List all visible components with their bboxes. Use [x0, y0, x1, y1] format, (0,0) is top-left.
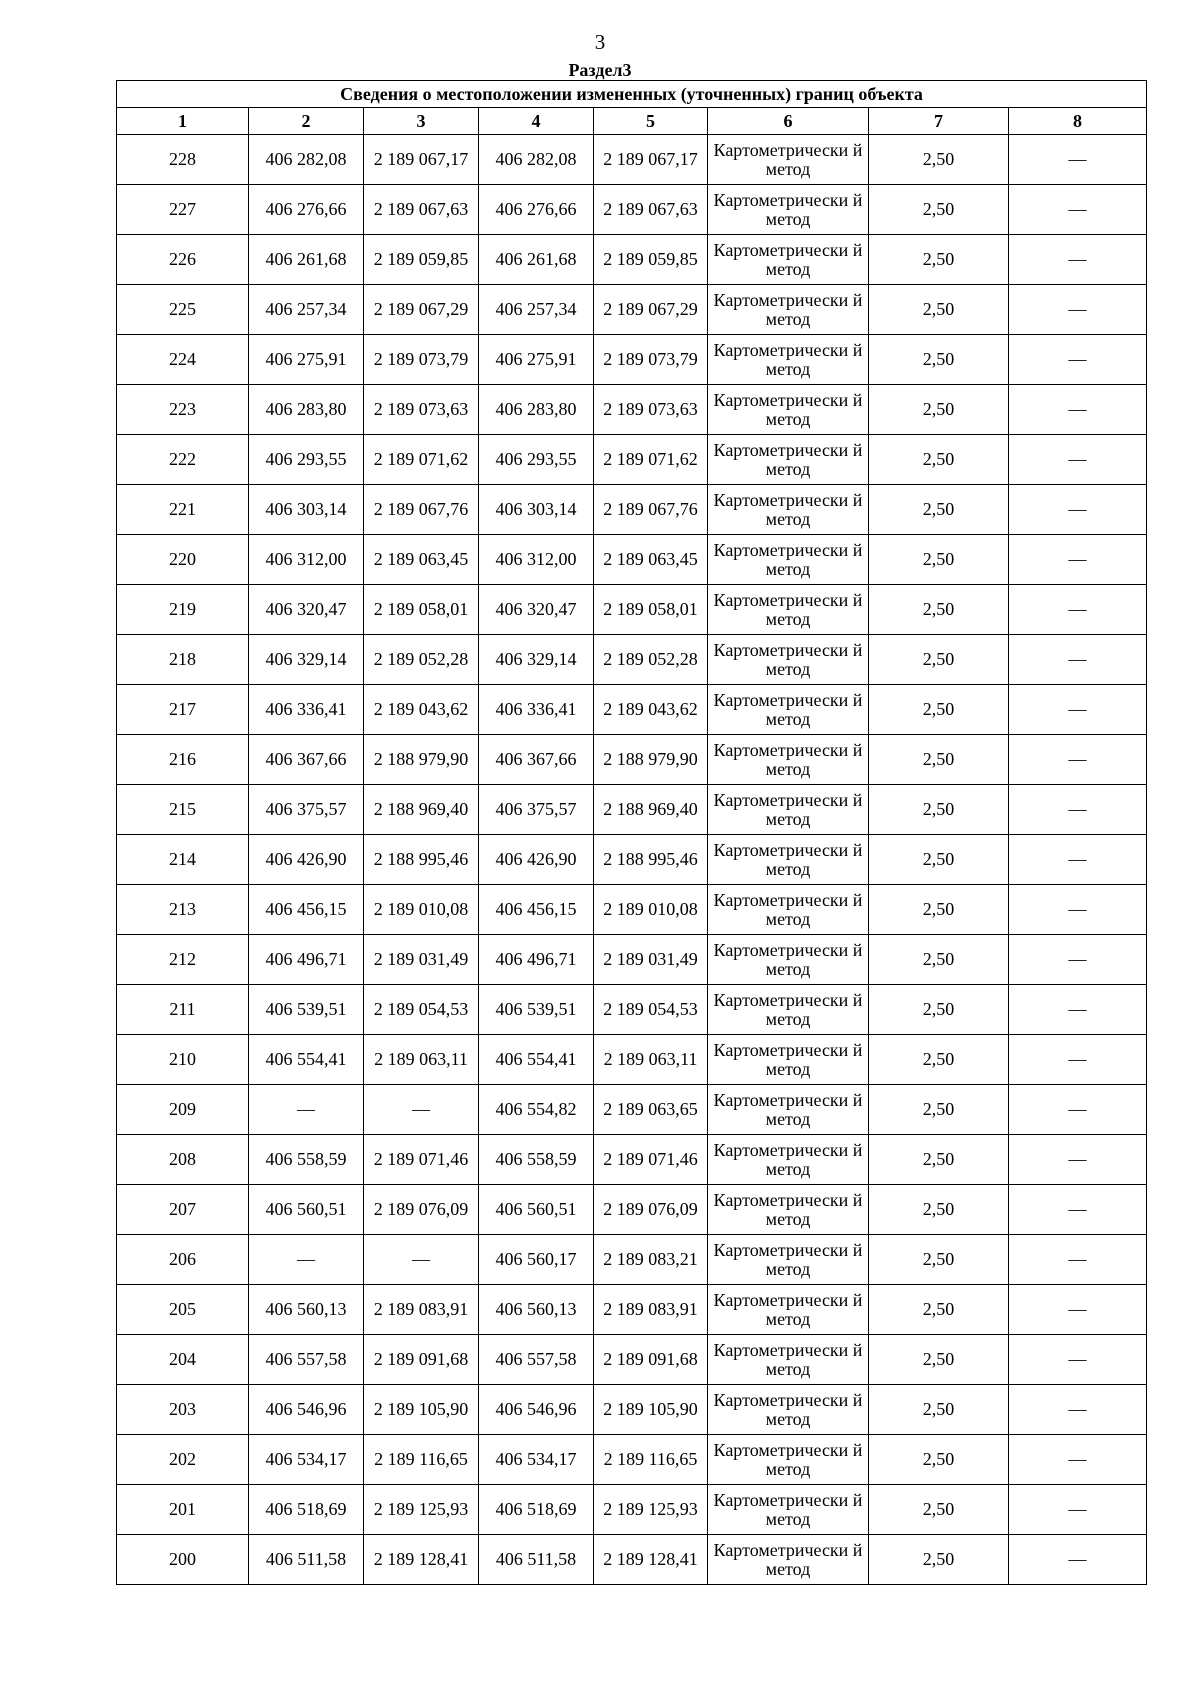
method-cell: Картометрически й метод — [708, 585, 869, 635]
description-cell: — — [1009, 785, 1147, 835]
accuracy-cell: 2,50 — [869, 1235, 1009, 1285]
x-old-cell: 406 283,80 — [249, 385, 364, 435]
table-row — [117, 685, 1147, 735]
x-old-cell: 406 276,66 — [249, 185, 364, 235]
description-cell: — — [1009, 1085, 1147, 1135]
point-number-cell: 218 — [117, 635, 249, 685]
description-cell: — — [1009, 1185, 1147, 1235]
point-number-cell: 203 — [117, 1385, 249, 1435]
x-old-cell: 406 557,58 — [249, 1335, 364, 1385]
column-number-6: 6 — [708, 108, 869, 135]
method-cell: Картометрически й метод — [708, 885, 869, 935]
description-cell: — — [1009, 1135, 1147, 1185]
y-old-cell: 2 189 067,63 — [364, 185, 479, 235]
x-old-cell: 406 539,51 — [249, 985, 364, 1035]
y-new-cell: 2 189 083,21 — [594, 1235, 708, 1285]
x-new-cell: 406 320,47 — [479, 585, 594, 635]
y-old-cell: 2 189 128,41 — [364, 1535, 479, 1585]
coordinates-table — [116, 80, 1147, 1585]
y-old-cell: 2 189 125,93 — [364, 1485, 479, 1535]
accuracy-cell: 2,50 — [869, 585, 1009, 635]
point-number-cell: 209 — [117, 1085, 249, 1135]
y-new-cell: 2 189 010,08 — [594, 885, 708, 935]
table-row — [117, 385, 1147, 435]
x-old-cell: 406 261,68 — [249, 235, 364, 285]
y-old-cell: 2 189 091,68 — [364, 1335, 479, 1385]
table-row — [117, 885, 1147, 935]
x-new-cell: 406 539,51 — [479, 985, 594, 1035]
description-cell: — — [1009, 285, 1147, 335]
method-cell: Картометрически й метод — [708, 1285, 869, 1335]
y-new-cell: 2 189 125,93 — [594, 1485, 708, 1535]
accuracy-cell: 2,50 — [869, 385, 1009, 435]
description-cell: — — [1009, 1535, 1147, 1585]
method-cell: Картометрически й метод — [708, 735, 869, 785]
method-cell: Картометрически й метод — [708, 335, 869, 385]
method-cell: Картометрически й метод — [708, 535, 869, 585]
accuracy-cell: 2,50 — [869, 1335, 1009, 1385]
table-row — [117, 1035, 1147, 1085]
description-cell: — — [1009, 985, 1147, 1035]
point-number-cell: 222 — [117, 435, 249, 485]
x-new-cell: 406 558,59 — [479, 1135, 594, 1185]
y-old-cell: 2 188 979,90 — [364, 735, 479, 785]
point-number-cell: 219 — [117, 585, 249, 635]
section-label: Раздел3 — [568, 60, 632, 80]
x-new-cell: 406 496,71 — [479, 935, 594, 985]
accuracy-cell: 2,50 — [869, 1285, 1009, 1335]
accuracy-cell: 2,50 — [869, 835, 1009, 885]
method-cell: Картометрически й метод — [708, 1085, 869, 1135]
table-row — [117, 535, 1147, 585]
point-number-cell: 212 — [117, 935, 249, 985]
x-old-cell: 406 560,13 — [249, 1285, 364, 1335]
x-old-cell: 406 275,91 — [249, 335, 364, 385]
y-new-cell: 2 189 067,63 — [594, 185, 708, 235]
method-cell: Картометрически й метод — [708, 785, 869, 835]
y-new-cell: 2 189 073,63 — [594, 385, 708, 435]
accuracy-cell: 2,50 — [869, 885, 1009, 935]
x-new-cell: 406 426,90 — [479, 835, 594, 885]
y-new-cell: 2 188 995,46 — [594, 835, 708, 885]
x-new-cell: 406 336,41 — [479, 685, 594, 735]
x-new-cell: 406 557,58 — [479, 1335, 594, 1385]
y-new-cell: 2 189 067,17 — [594, 135, 708, 185]
point-number-cell: 206 — [117, 1235, 249, 1285]
description-cell: — — [1009, 1385, 1147, 1435]
point-number-cell: 205 — [117, 1285, 249, 1335]
page-number: 3 — [594, 30, 606, 54]
table-row — [117, 1185, 1147, 1235]
accuracy-cell: 2,50 — [869, 1135, 1009, 1185]
y-new-cell: 2 189 063,65 — [594, 1085, 708, 1135]
y-old-cell: 2 189 067,76 — [364, 485, 479, 535]
y-new-cell: 2 189 031,49 — [594, 935, 708, 985]
method-cell: Картометрически й метод — [708, 135, 869, 185]
x-old-cell: 406 282,08 — [249, 135, 364, 185]
method-cell: Картометрически й метод — [708, 1485, 869, 1535]
point-number-cell: 215 — [117, 785, 249, 835]
y-old-cell: 2 189 067,17 — [364, 135, 479, 185]
x-new-cell: 406 312,00 — [479, 535, 594, 585]
point-number-cell: 202 — [117, 1435, 249, 1485]
table-row — [117, 335, 1147, 385]
x-new-cell: 406 329,14 — [479, 635, 594, 685]
y-old-cell: 2 188 969,40 — [364, 785, 479, 835]
method-cell: Картометрически й метод — [708, 1435, 869, 1485]
table-row — [117, 1385, 1147, 1435]
method-cell: Картометрически й метод — [708, 935, 869, 985]
method-cell: Картометрически й метод — [708, 635, 869, 685]
table-row — [117, 185, 1147, 235]
table-row — [117, 785, 1147, 835]
x-new-cell: 406 560,17 — [479, 1235, 594, 1285]
description-cell: — — [1009, 485, 1147, 535]
x-old-cell: 406 496,71 — [249, 935, 364, 985]
table-row — [117, 135, 1147, 185]
point-number-cell: 220 — [117, 535, 249, 585]
y-new-cell: 2 189 052,28 — [594, 635, 708, 685]
point-number-cell: 216 — [117, 735, 249, 785]
y-old-cell: 2 188 995,46 — [364, 835, 479, 885]
method-cell: Картометрически й метод — [708, 1535, 869, 1585]
table-row — [117, 635, 1147, 685]
accuracy-cell: 2,50 — [869, 335, 1009, 385]
y-old-cell: 2 189 010,08 — [364, 885, 479, 935]
method-cell: Картометрически й метод — [708, 385, 869, 435]
y-new-cell: 2 189 043,62 — [594, 685, 708, 735]
accuracy-cell: 2,50 — [869, 1035, 1009, 1085]
x-old-cell: — — [249, 1085, 364, 1135]
x-old-cell: 406 511,58 — [249, 1535, 364, 1585]
y-new-cell: 2 188 979,90 — [594, 735, 708, 785]
point-number-cell: 210 — [117, 1035, 249, 1085]
point-number-cell: 227 — [117, 185, 249, 235]
method-cell: Картометрически й метод — [708, 1035, 869, 1085]
column-number-8: 8 — [1009, 108, 1147, 135]
description-cell: — — [1009, 1235, 1147, 1285]
x-new-cell: 406 293,55 — [479, 435, 594, 485]
description-cell: — — [1009, 435, 1147, 485]
y-new-cell: 2 189 083,91 — [594, 1285, 708, 1335]
y-old-cell: 2 189 116,65 — [364, 1435, 479, 1485]
description-cell: — — [1009, 1485, 1147, 1535]
y-old-cell: 2 189 063,11 — [364, 1035, 479, 1085]
table-row — [117, 235, 1147, 285]
x-new-cell: 406 367,66 — [479, 735, 594, 785]
point-number-cell: 223 — [117, 385, 249, 435]
x-old-cell: 406 375,57 — [249, 785, 364, 835]
method-cell: Картометрически й метод — [708, 185, 869, 235]
x-old-cell: 406 320,47 — [249, 585, 364, 635]
table-row — [117, 585, 1147, 635]
column-number-2: 2 — [249, 108, 364, 135]
table-caption: Сведения о местоположении измененных (уточненных) границ объекта — [117, 81, 1147, 108]
accuracy-cell: 2,50 — [869, 435, 1009, 485]
y-old-cell: 2 189 083,91 — [364, 1285, 479, 1335]
y-new-cell: 2 189 105,90 — [594, 1385, 708, 1435]
method-cell: Картометрически й метод — [708, 485, 869, 535]
accuracy-cell: 2,50 — [869, 1185, 1009, 1235]
x-new-cell: 406 554,41 — [479, 1035, 594, 1085]
x-old-cell: 406 518,69 — [249, 1485, 364, 1535]
x-new-cell: 406 560,13 — [479, 1285, 594, 1335]
x-new-cell: 406 511,58 — [479, 1535, 594, 1585]
y-new-cell: 2 189 073,79 — [594, 335, 708, 385]
y-old-cell: 2 189 067,29 — [364, 285, 479, 335]
method-cell: Картометрически й метод — [708, 1235, 869, 1285]
y-old-cell: 2 189 073,63 — [364, 385, 479, 435]
table-row — [117, 1285, 1147, 1335]
description-cell: — — [1009, 885, 1147, 935]
accuracy-cell: 2,50 — [869, 535, 1009, 585]
description-cell: — — [1009, 635, 1147, 685]
y-old-cell: 2 189 031,49 — [364, 935, 479, 985]
accuracy-cell: 2,50 — [869, 235, 1009, 285]
y-old-cell: — — [364, 1085, 479, 1135]
y-old-cell: 2 189 052,28 — [364, 635, 479, 685]
x-new-cell: 406 275,91 — [479, 335, 594, 385]
description-cell: — — [1009, 385, 1147, 435]
x-new-cell: 406 456,15 — [479, 885, 594, 935]
method-cell: Картометрически й метод — [708, 835, 869, 885]
accuracy-cell: 2,50 — [869, 1385, 1009, 1435]
point-number-cell: 226 — [117, 235, 249, 285]
x-old-cell: 406 336,41 — [249, 685, 364, 735]
accuracy-cell: 2,50 — [869, 985, 1009, 1035]
description-cell: — — [1009, 735, 1147, 785]
table-row — [117, 985, 1147, 1035]
x-new-cell: 406 518,69 — [479, 1485, 594, 1535]
column-number-1: 1 — [117, 108, 249, 135]
x-old-cell: — — [249, 1235, 364, 1285]
accuracy-cell: 2,50 — [869, 685, 1009, 735]
x-new-cell: 406 534,17 — [479, 1435, 594, 1485]
column-number-4: 4 — [479, 108, 594, 135]
point-number-cell: 213 — [117, 885, 249, 935]
column-number-5: 5 — [594, 108, 708, 135]
point-number-cell: 204 — [117, 1335, 249, 1385]
y-old-cell: 2 189 071,46 — [364, 1135, 479, 1185]
point-number-cell: 221 — [117, 485, 249, 535]
y-new-cell: 2 189 054,53 — [594, 985, 708, 1035]
accuracy-cell: 2,50 — [869, 285, 1009, 335]
description-cell: — — [1009, 335, 1147, 385]
x-new-cell: 406 546,96 — [479, 1385, 594, 1435]
table-row — [117, 485, 1147, 535]
description-cell: — — [1009, 1285, 1147, 1335]
y-new-cell: 2 189 076,09 — [594, 1185, 708, 1235]
table-row — [117, 1535, 1147, 1585]
y-old-cell: 2 189 058,01 — [364, 585, 479, 635]
accuracy-cell: 2,50 — [869, 935, 1009, 985]
x-new-cell: 406 303,14 — [479, 485, 594, 535]
table-row — [117, 285, 1147, 335]
x-new-cell: 406 375,57 — [479, 785, 594, 835]
y-new-cell: 2 189 071,62 — [594, 435, 708, 485]
table-row — [117, 735, 1147, 785]
table-row — [117, 1085, 1147, 1135]
accuracy-cell: 2,50 — [869, 1085, 1009, 1135]
y-new-cell: 2 189 067,76 — [594, 485, 708, 535]
y-old-cell: 2 189 063,45 — [364, 535, 479, 585]
method-cell: Картометрически й метод — [708, 235, 869, 285]
accuracy-cell: 2,50 — [869, 1485, 1009, 1535]
table-row — [117, 435, 1147, 485]
method-cell: Картометрически й метод — [708, 985, 869, 1035]
column-number-row — [117, 108, 1147, 135]
description-cell: — — [1009, 1335, 1147, 1385]
x-old-cell: 406 257,34 — [249, 285, 364, 335]
point-number-cell: 228 — [117, 135, 249, 185]
y-old-cell: — — [364, 1235, 479, 1285]
table-row — [117, 835, 1147, 885]
y-new-cell: 2 189 063,11 — [594, 1035, 708, 1085]
method-cell: Картометрически й метод — [708, 435, 869, 485]
description-cell: — — [1009, 685, 1147, 735]
description-cell: — — [1009, 135, 1147, 185]
accuracy-cell: 2,50 — [869, 635, 1009, 685]
x-old-cell: 406 293,55 — [249, 435, 364, 485]
x-new-cell: 406 257,34 — [479, 285, 594, 335]
column-number-7: 7 — [869, 108, 1009, 135]
method-cell: Картометрически й метод — [708, 685, 869, 735]
y-old-cell: 2 189 073,79 — [364, 335, 479, 385]
method-cell: Картометрически й метод — [708, 1135, 869, 1185]
description-cell: — — [1009, 1435, 1147, 1485]
description-cell: — — [1009, 185, 1147, 235]
description-cell: — — [1009, 1035, 1147, 1085]
y-new-cell: 2 189 059,85 — [594, 235, 708, 285]
description-cell: — — [1009, 835, 1147, 885]
x-old-cell: 406 329,14 — [249, 635, 364, 685]
description-cell: — — [1009, 235, 1147, 285]
x-new-cell: 406 282,08 — [479, 135, 594, 185]
accuracy-cell: 2,50 — [869, 1435, 1009, 1485]
table-row — [117, 1435, 1147, 1485]
x-old-cell: 406 303,14 — [249, 485, 364, 535]
table-row — [117, 1235, 1147, 1285]
accuracy-cell: 2,50 — [869, 135, 1009, 185]
y-old-cell: 2 189 076,09 — [364, 1185, 479, 1235]
table-row — [117, 1135, 1147, 1185]
y-old-cell: 2 189 071,62 — [364, 435, 479, 485]
accuracy-cell: 2,50 — [869, 185, 1009, 235]
y-old-cell: 2 189 059,85 — [364, 235, 479, 285]
y-new-cell: 2 189 067,29 — [594, 285, 708, 335]
column-number-3: 3 — [364, 108, 479, 135]
accuracy-cell: 2,50 — [869, 1535, 1009, 1585]
point-number-cell: 225 — [117, 285, 249, 335]
point-number-cell: 224 — [117, 335, 249, 385]
x-old-cell: 406 546,96 — [249, 1385, 364, 1435]
description-cell: — — [1009, 535, 1147, 585]
y-old-cell: 2 189 054,53 — [364, 985, 479, 1035]
y-old-cell: 2 189 043,62 — [364, 685, 479, 735]
y-new-cell: 2 188 969,40 — [594, 785, 708, 835]
point-number-cell: 211 — [117, 985, 249, 1035]
point-number-cell: 201 — [117, 1485, 249, 1535]
point-number-cell: 200 — [117, 1535, 249, 1585]
x-new-cell: 406 261,68 — [479, 235, 594, 285]
y-new-cell: 2 189 091,68 — [594, 1335, 708, 1385]
table-row — [117, 935, 1147, 985]
x-old-cell: 406 558,59 — [249, 1135, 364, 1185]
x-old-cell: 406 534,17 — [249, 1435, 364, 1485]
method-cell: Картометрически й метод — [708, 1385, 869, 1435]
description-cell: — — [1009, 585, 1147, 635]
y-new-cell: 2 189 116,65 — [594, 1435, 708, 1485]
method-cell: Картометрически й метод — [708, 285, 869, 335]
x-new-cell: 406 283,80 — [479, 385, 594, 435]
y-new-cell: 2 189 128,41 — [594, 1535, 708, 1585]
table-body — [117, 135, 1147, 1585]
x-old-cell: 406 554,41 — [249, 1035, 364, 1085]
method-cell: Картометрически й метод — [708, 1185, 869, 1235]
y-new-cell: 2 189 063,45 — [594, 535, 708, 585]
table-row — [117, 1335, 1147, 1385]
accuracy-cell: 2,50 — [869, 785, 1009, 835]
method-cell: Картометрически й метод — [708, 1335, 869, 1385]
point-number-cell: 208 — [117, 1135, 249, 1185]
point-number-cell: 217 — [117, 685, 249, 735]
x-new-cell: 406 276,66 — [479, 185, 594, 235]
y-new-cell: 2 189 071,46 — [594, 1135, 708, 1185]
x-old-cell: 406 312,00 — [249, 535, 364, 585]
x-new-cell: 406 554,82 — [479, 1085, 594, 1135]
table-row — [117, 1485, 1147, 1535]
description-cell: — — [1009, 935, 1147, 985]
point-number-cell: 214 — [117, 835, 249, 885]
x-old-cell: 406 426,90 — [249, 835, 364, 885]
y-new-cell: 2 189 058,01 — [594, 585, 708, 635]
x-old-cell: 406 456,15 — [249, 885, 364, 935]
y-old-cell: 2 189 105,90 — [364, 1385, 479, 1435]
accuracy-cell: 2,50 — [869, 485, 1009, 535]
x-new-cell: 406 560,51 — [479, 1185, 594, 1235]
accuracy-cell: 2,50 — [869, 735, 1009, 785]
point-number-cell: 207 — [117, 1185, 249, 1235]
x-old-cell: 406 367,66 — [249, 735, 364, 785]
x-old-cell: 406 560,51 — [249, 1185, 364, 1235]
